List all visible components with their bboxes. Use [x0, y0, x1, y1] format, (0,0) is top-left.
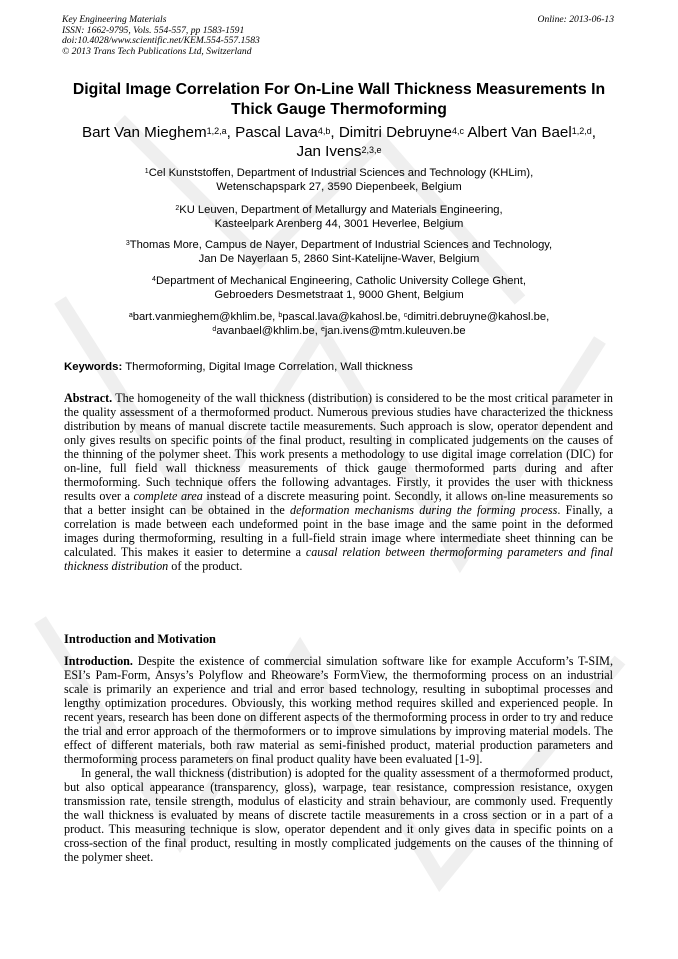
author-affil: 2,3,e [361, 144, 382, 155]
affiliation-1 [40, 166, 638, 194]
affiliation-address: Jan De Nayerlaan 5, 2860 Sint-Katelijne-Waver, Belgium [198, 253, 480, 265]
email-c[interactable]: dimitri.debruyne@kahosl.be, [407, 311, 550, 323]
abstract-label: Abstract. [64, 391, 113, 405]
journal-copyright: © 2013 Trans Tech Publications Ltd, Switzerland [62, 45, 252, 57]
author-sep: , [330, 124, 339, 141]
author-affil: 1,2,a [206, 126, 227, 136]
author-name: Jan Ivens [296, 142, 362, 160]
author-affil: 4,b [317, 126, 331, 136]
email-marker: a [128, 312, 133, 319]
authors-line-1 [40, 124, 638, 143]
abstract-emphasis: deformation mechanisms during the forming process [290, 503, 558, 517]
affiliation-address: Wetenschapspark 27, 3590 Diepenbeek, Belgium [216, 181, 462, 193]
affiliation-number: 3 [125, 240, 130, 247]
keywords-text: Thermoforming, Digital Image Correlation, Wall thickness [122, 361, 413, 373]
intro-paragraph-1 [64, 654, 613, 766]
abstract-text: The homogeneity of the wall thickness (distribution) is considered to be the most critical parameter in the quality assessment of a thermoformed product. Numerous previous studies have characterized the thickness distribution by means of manual discrete tactile measurements. Such approach is slow, operator dependent and only gives results on specific points of the final product, resulting in complicated judgements on the causes of the thinning of the polymer sheet. This work presents a methodology to use digital image correlation (DIC) for on-line, full field wall thickness measurements of thick gauge thermoformed parts during and after thermoforming. Such technique offers the following advantages. Firstly, it provides the user with thickness results over a [64, 391, 613, 503]
paper-title [40, 80, 638, 119]
keywords [64, 361, 413, 373]
authors-line-2 [40, 143, 638, 162]
author-affil: 1,2,d [571, 126, 592, 136]
journal-header [62, 15, 260, 57]
online-date: Online: 2013-06-13 [537, 14, 614, 25]
affiliation-4 [40, 274, 638, 302]
email-marker: d [212, 326, 217, 333]
email-marker: c [403, 312, 408, 319]
author-name: Dimitri Debruyne [338, 124, 452, 141]
title-line-1: Digital Image Correlation For On-Line Wall Thickness Measurements In [72, 81, 606, 98]
affiliation-address: Gebroeders Desmetstraat 1, 9000 Ghent, Belgium [214, 289, 464, 301]
affiliation-number: 4 [152, 276, 156, 283]
author-affil: 4,c [451, 126, 464, 136]
introduction [64, 654, 613, 864]
affiliation-line: Thomas More, Campus de Nayer, Department of Industrial Sciences and Technology, [129, 239, 553, 251]
abstract-text: instead of a discrete measuring point. Secondly, it allows on-line measurements so that a better insight can be obtained in the [64, 489, 613, 517]
affiliation-2 [40, 203, 638, 231]
affiliation-number: 2 [175, 205, 180, 212]
affiliation-address: Kasteelpark Arenberg 44, 3001 Heverlee, Belgium [214, 218, 464, 230]
email-b[interactable]: pascal.lava@kahosl.be, [282, 311, 404, 323]
affiliation-line: KU Leuven, Department of Metallurgy and Materials Engineering, [179, 204, 503, 216]
abstract [64, 391, 613, 573]
affiliation-line: Cel Kunststoffen, Department of Industrial Sciences and Technology (KHLim), [148, 167, 534, 179]
author-name: Bart Van Mieghem [81, 124, 207, 141]
email-marker: b [278, 312, 283, 319]
email-list [40, 310, 638, 338]
intro-paragraph-2: In general, the wall thickness (distribution) is adopted for the quality assessment of a thermoformed product, but also optical appearance (transparency, gloss), warpage, tear resistance, compression resistance, oxygen transmission rate, tensile strength, modulus of elasticity and strain behaviour, are commonly used. Frequently the wall thickness is evaluated by means of discrete tactile measurements in a cross section or in a part of a product. This measuring technique is slow, operator dependent and it only gives data in specific points on a cross-section of the final product, resulting in mostly complicated judgements on the causes of the thinning of the polymer sheet. [64, 766, 613, 864]
section-heading: Introduction and Motivation [64, 632, 216, 646]
affiliation-3 [40, 238, 638, 266]
keywords-label: Keywords: [64, 361, 123, 373]
title-line-2: Thick Gauge Thermoforming [231, 100, 447, 118]
affiliation-line: Department of Mechanical Engineering, Catholic University College Ghent, [155, 275, 526, 287]
abstract-emphasis: causal relation between thermoforming parameters and final thickness distribution [64, 545, 613, 573]
intro-text: Despite the existence of commercial simulation software like for example Accuform’s T-SIM, ESI’s Pam-Form, Ansys’s Polyflow and Rheoware’s FormView, the thermoforming process on an industrial scale is primarily an experience and trial and error based technology, resulting in suboptimal processes and lengthy optimization procedures. Obviously, this working method requires skilled and experienced people. In recent years, research has been done on different aspects of the thermoforming process in order to try and reduce the trial and error approach of the thermoformers or to improve simulations by improving material models. The effect of different materials, both raw material as semi-finished product, material production parameters and thermoforming process parameters on final product quality have been evaluated [1-9]. [64, 654, 613, 766]
abstract-text: of the product. [168, 559, 243, 573]
email-d[interactable]: avanbael@khlim.be, [216, 325, 321, 337]
journal-issn: ISSN: 1662-9795, Vols. 554-557, pp 1583-1591 [62, 24, 245, 36]
journal-doi: doi:10.4028/www.scientific.net/KEM.554-557.1583 [62, 35, 260, 47]
intro-label: Introduction. [64, 654, 133, 668]
author-list [40, 124, 638, 161]
email-a[interactable]: bart.vanmieghem@khlim.be, [132, 311, 279, 323]
journal-name: Key Engineering Materials [62, 14, 167, 25]
affiliation-number: 1 [144, 168, 149, 175]
abstract-text: . Finally, a correlation is made between each undeformed point in the base image and the same point in the deformed images during thermoforming, resulting in a full-field strain image where intermediate sheet thinning can be calculated. This makes it easier to determine a [64, 503, 613, 559]
author-name: Albert Van Bael [467, 124, 572, 141]
author-sep: , [226, 124, 236, 141]
author-sep: , [591, 124, 597, 141]
email-e[interactable]: jan.ivens@mtm.kuleuven.be [324, 325, 466, 337]
email-marker: e [320, 326, 325, 333]
author-name: Pascal Lava [235, 124, 318, 141]
abstract-emphasis: complete area [133, 489, 203, 503]
